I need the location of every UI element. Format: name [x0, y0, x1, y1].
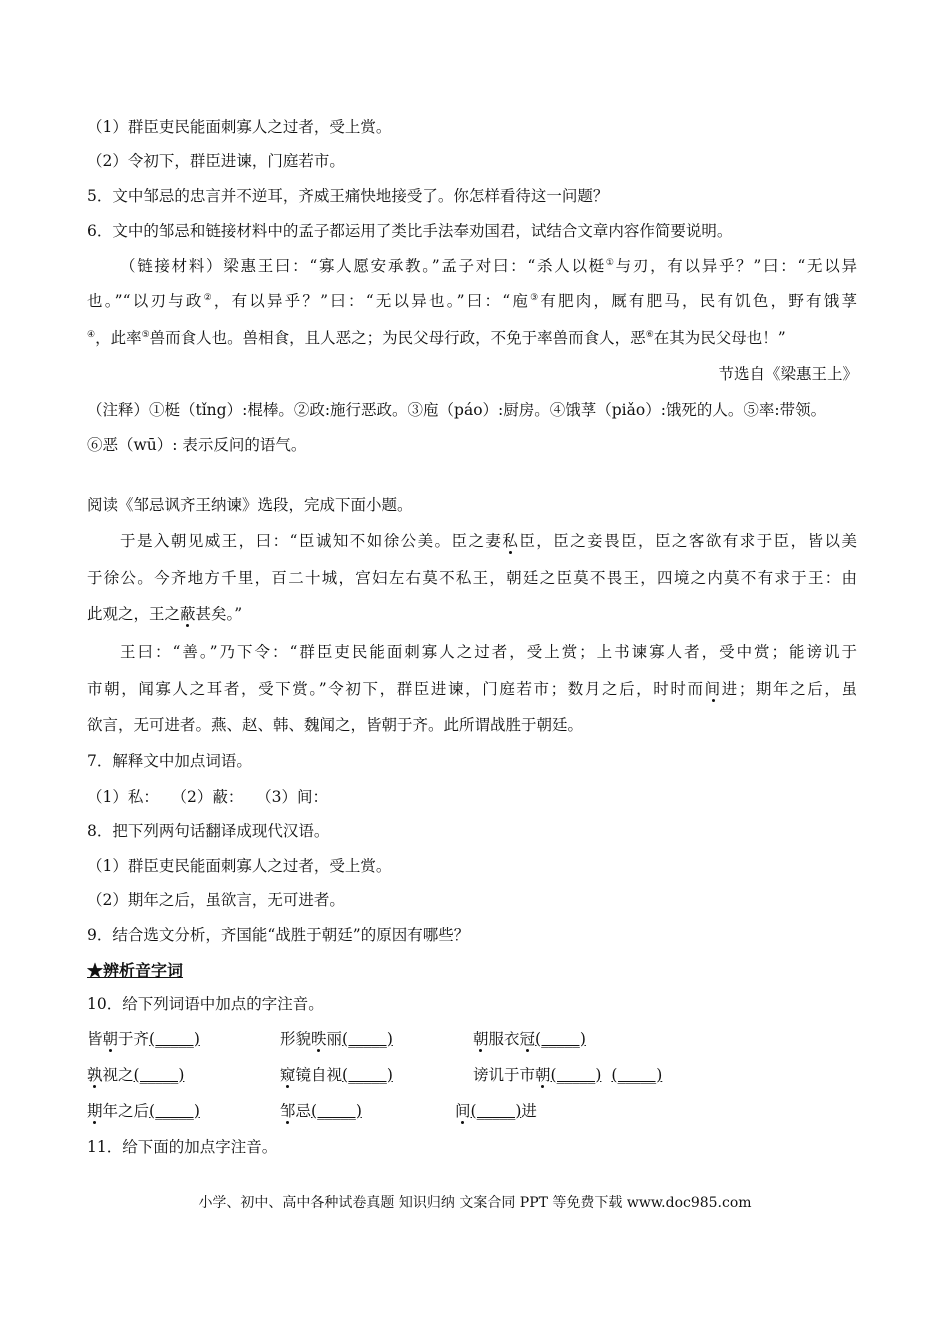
- dotted-char: 孰: [87, 1066, 103, 1084]
- answer-blank[interactable]: (_____): [342, 1030, 393, 1048]
- question-5: 5．文中邹忌的忠言并不逆耳，齐威王痛快地接受了。你怎样看待这一问题？: [87, 187, 609, 205]
- answer-blank[interactable]: (_____): [470, 1102, 522, 1120]
- dotted-char: 私: [502, 532, 520, 550]
- link-material-line-1: （链接材料）梁惠王曰：“寡人愿安承教。”孟子对曰：“杀人以梃①与刃，有以异乎？”曰：“无以异: [120, 257, 857, 275]
- dotted-char: 朝: [102, 1030, 119, 1048]
- pinyin-item: 窥镜自视(_____): [280, 1066, 393, 1084]
- dotted-char: 冠: [519, 1030, 536, 1048]
- question-6: 6．文中的邹忌和链接材料中的孟子都运用了类比手法奉劝国君，试结合文章内容作简要说明。: [87, 222, 733, 240]
- dotted-char: 邹: [280, 1102, 296, 1120]
- passage-line-1: 于是入朝见威王，曰：“臣诚知不如徐公美。臣之妻私臣，臣之妾畏臣，臣之客欲有求于臣，皆以美: [120, 532, 857, 550]
- answer-blank[interactable]: (_____): [535, 1030, 586, 1048]
- section-heading: ★辨析音字词: [87, 961, 184, 980]
- pinyin-item: 间(_____)进: [455, 1102, 537, 1120]
- question-11: 11．给下面的加点字注音。: [87, 1138, 278, 1156]
- link-notes-line-1: （注释）①梃（tǐng）:棍棒。②政:施行恶政。③庖（páo）:厨房。④饿莩（piǎo）:饿死的人。⑤率:带领。: [87, 401, 827, 419]
- pinyin-item: 朝服衣冠(_____): [473, 1030, 586, 1048]
- answer-blank[interactable]: (_____): [611, 1066, 663, 1084]
- dotted-char: 朝: [473, 1030, 489, 1048]
- answer-blank[interactable]: (_____): [342, 1066, 393, 1084]
- reading-intro: 阅读《邹忌讽齐王纳谏》选段，完成下面小题。: [87, 496, 413, 514]
- link-source: 节选自《梁惠王上》: [718, 365, 858, 383]
- passage-line-5: 市朝，闻寡人之耳者，受下赏。”令初下，群臣进谏，门庭若市；数月之后，时时而间进；期年之后，虽: [87, 680, 857, 698]
- dotted-char: 间: [704, 680, 722, 698]
- passage-line-3: 此观之，王之蔽甚矣。”: [87, 605, 243, 623]
- answer-blank[interactable]: (_____): [133, 1066, 185, 1084]
- link-material-line-3: ④，此率⑤兽而食人也。兽相食，且人恶之；为民父母行政，不免于率兽而食人，恶⑥在其为民父母也！”: [87, 329, 786, 347]
- question-8-item-1: （1）群臣吏民能面刺寡人之过者，受上赏。: [87, 857, 392, 875]
- question-10: 10．给下列词语中加点的字注音。: [87, 995, 324, 1013]
- link-material-line-2: 也。”“以刃与政②，有以异乎？”曰：“无以异也。”曰：“庖③有肥肉，厩有肥马，民有饥色，野有饿莩: [87, 292, 857, 310]
- pinyin-item: 孰视之(_____): [87, 1066, 185, 1084]
- dotted-char: 窥: [280, 1066, 296, 1084]
- answer-blank[interactable]: (_____): [149, 1102, 200, 1120]
- passage-line-4: 王曰：“善。”乃下令：“群臣吏民能面刺寡人之过者，受上赏；上书谏寡人者，受中赏；能谤讥于: [120, 643, 857, 661]
- pinyin-item: 邹忌(_____): [280, 1102, 362, 1120]
- answer-line-2: （2）令初下，群臣进谏，门庭若市。: [87, 152, 345, 170]
- question-7-options: （1）私： （2）蔽： （3）间：: [87, 788, 328, 806]
- pinyin-item: 皆朝于齐(_____): [87, 1030, 200, 1048]
- answer-blank[interactable]: (_____): [550, 1066, 602, 1084]
- pinyin-item: 谤讥于市朝(_____) (_____): [473, 1066, 663, 1084]
- link-notes-line-2: ⑥恶（wū）: 表示反问的语气。: [87, 436, 307, 454]
- answer-line-1: （1）群臣吏民能面刺寡人之过者，受上赏。: [87, 118, 392, 136]
- page-footer: 小学、初中、高中各种试卷真题 知识归纳 文案合同 PPT 等免费下载 www.doc985.com: [198, 1195, 752, 1211]
- answer-blank[interactable]: (_____): [149, 1030, 200, 1048]
- passage-line-6: 欲言，无可进者。燕、赵、韩、魏闻之，皆朝于齐。此所谓战胜于朝廷。: [87, 716, 584, 734]
- question-7: 7．解释文中加点词语。: [87, 752, 252, 770]
- question-8: 8．把下列两句话翻译成现代汉语。: [87, 822, 330, 840]
- answer-blank[interactable]: (_____): [311, 1102, 362, 1120]
- passage-line-2: 于徐公。今齐地方千里，百二十城，宫妇左右莫不私王，朝廷之臣莫不畏王，四境之内莫不有求于王：由: [87, 569, 857, 587]
- question-9: 9．结合选文分析，齐国能“战胜于朝廷”的原因有哪些？: [87, 926, 470, 944]
- dotted-char: 间: [455, 1102, 471, 1120]
- dotted-char: 昳: [311, 1030, 327, 1048]
- dotted-char: 期: [87, 1102, 103, 1120]
- pinyin-item: 形貌昳丽(_____): [280, 1030, 393, 1048]
- dotted-char: 朝: [535, 1066, 551, 1084]
- dotted-char: 蔽: [180, 605, 196, 623]
- pinyin-item: 期年之后(_____): [87, 1102, 200, 1120]
- question-8-item-2: （2）期年之后，虽欲言，无可进者。: [87, 891, 345, 909]
